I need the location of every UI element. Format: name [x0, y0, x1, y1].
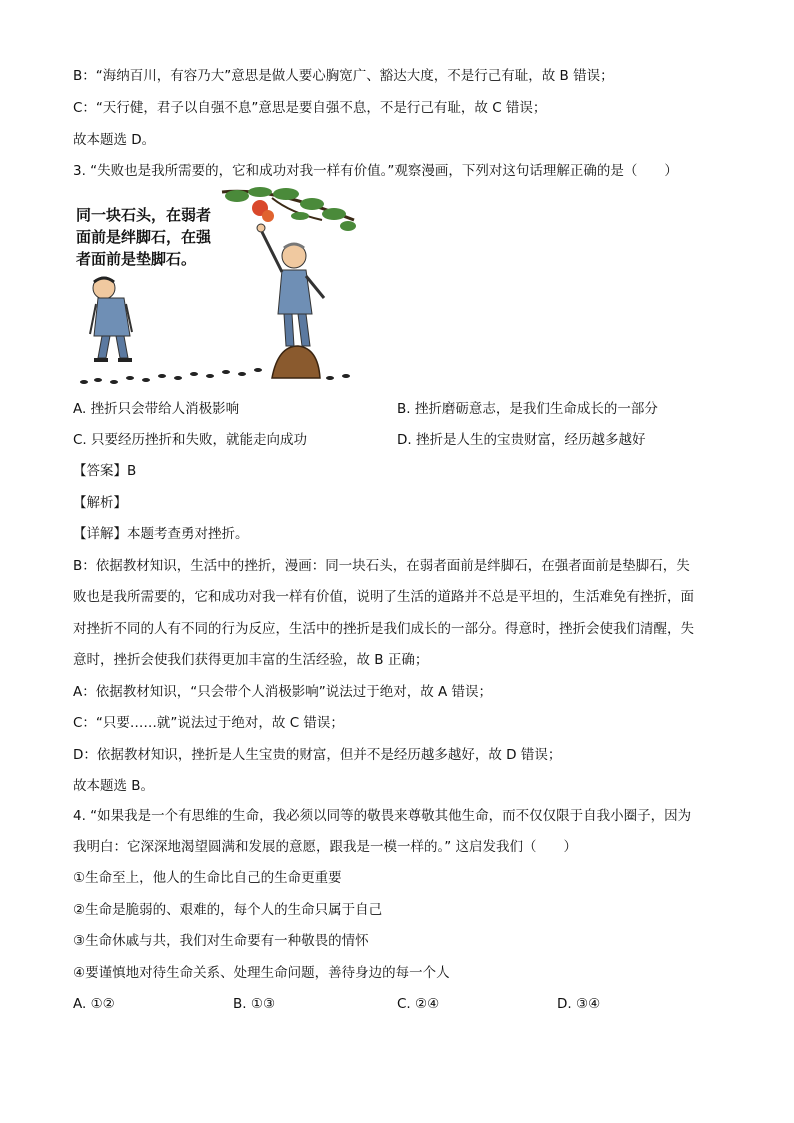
- q4-statement-1: ①生命至上，他人的生命比自己的生命更重要: [73, 870, 342, 886]
- q3-conclusion: 故本题选 B。: [73, 778, 155, 794]
- q3-option-b: B. 挫折磨砺意志，是我们生命成长的一部分: [397, 401, 658, 417]
- q2-explanation-c: C：“天行健，君子以自强不息”意思是要自强不息，不是行己有耻，故 C 错误；: [73, 100, 547, 116]
- q3-option-d: D. 挫折是人生的宝贵财富，经历越多越好: [397, 432, 646, 448]
- q4-option-a: A. ①②: [73, 996, 115, 1012]
- detail-label: 【详解】本题考查勇对挫折。: [73, 526, 249, 542]
- comic-caption-line: 者面前是垫脚石。: [76, 250, 197, 268]
- q3-option-c: C. 只要经历挫折和失败，就能走向成功: [73, 432, 308, 448]
- comic-illustration: [72, 186, 356, 390]
- explanation-d: D：依据教材知识，挫折是人生宝贵的财富，但并不是经历越多越好，故 D 错误；: [73, 747, 562, 763]
- q4-stem-line-1: 4. “如果我是一个有思维的生命，我必须以同等的敬畏来尊敬其他生命，而不仅仅限于自我小圈子，因为: [73, 808, 692, 824]
- explanation-line: B：依据教材知识，生活中的挫折，漫画：同一块石头，在弱者面前是绊脚石，在强者面前是垫脚石，失: [73, 558, 690, 574]
- q4-statement-3: ③生命休戚与共，我们对生命要有一种敬畏的情怀: [73, 933, 369, 949]
- explanation-c: C：“只要……就”说法过于绝对，故 C 错误；: [73, 715, 344, 731]
- comic-caption-line: 同一块石头，在弱者: [76, 206, 212, 224]
- q3-stem: 3. “失败也是我所需要的，它和成功对我一样有价值。”观察漫画，下列对这句话理解正确的是（ ）: [73, 163, 678, 179]
- q4-statement-2: ②生命是脆弱的、艰难的，每个人的生命只属于自己: [73, 902, 383, 918]
- explanation-line: 意时，挫折会使我们获得更加丰富的生活经验，故 B 正确；: [73, 652, 429, 668]
- q4-statement-4: ④要谨慎地对待生命关系、处理生命问题，善待身边的每一个人: [73, 965, 450, 981]
- explanation-line: 对挫折不同的人有不同的行为反应，生活中的挫折是我们成长的一部分。得意时，挫折会使我们清醒，失: [73, 621, 694, 637]
- analysis-label: 【解析】: [73, 495, 127, 511]
- q4-stem-line-2: 我明白：它深深地渴望圆满和发展的意愿，跟我是一模一样的。” 这启发我们（ ）: [73, 839, 578, 855]
- comic-caption: [76, 204, 211, 270]
- explanation-a: A：依据教材知识，“只会带个人消极影响”说法过于绝对，故 A 错误；: [73, 684, 493, 700]
- q4-option-c: C. ②④: [397, 996, 440, 1012]
- comic-caption-line: 面前是绊脚石，在强: [76, 228, 212, 246]
- q4-option-d: D. ③④: [557, 996, 601, 1012]
- q3-option-a: A. 挫折只会带给人消极影响: [73, 401, 240, 417]
- q2-conclusion: 故本题选 D。: [73, 132, 156, 148]
- q4-option-b: B. ①③: [233, 996, 276, 1012]
- q2-explanation-b: B：“海纳百川，有容乃大”意思是做人要心胸宽广、豁达大度，不是行己有耻，故 B 错误；: [73, 68, 614, 84]
- explanation-line: 败也是我所需要的，它和成功对我一样有价值，说明了生活的道路并不总是平坦的，生活难免有挫折，面: [73, 589, 694, 605]
- answer-label: 【答案】B: [73, 463, 137, 479]
